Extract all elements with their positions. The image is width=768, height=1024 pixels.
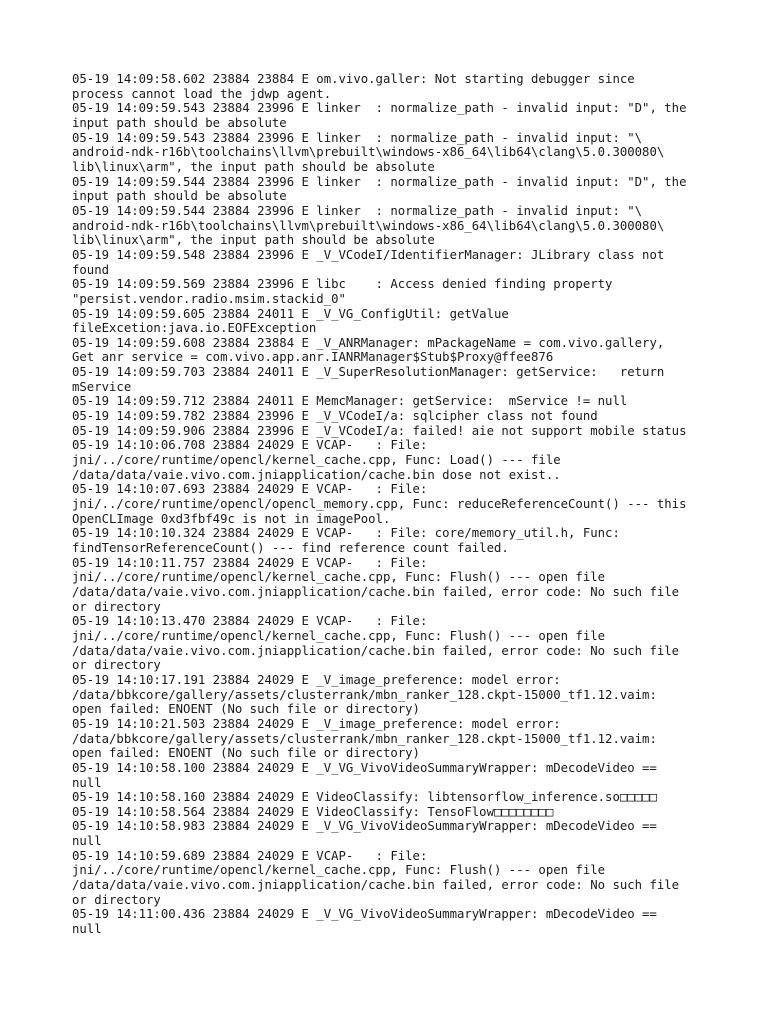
log-document xyxy=(72,72,712,937)
log-line: 05-19 14:09:59.543 23884 23996 E linker : normalize_path - invalid input: "D", the input path should be absolute xyxy=(72,101,687,130)
log-line: 05-19 14:10:58.100 23884 24029 E _V_VG_VivoVideoSummaryWrapper: mDecodeVideo == null xyxy=(72,760,657,790)
log-line: 05-19 14:10:58.564 23884 24029 E VideoClassify: TensoFlow□□□□□□□□ xyxy=(72,804,554,819)
log-line: 05-19 14:10:10.324 23884 24029 E VCAP- : File: core/memory_util.h, Func: findTensorReferenceCount() --- find reference count failed. xyxy=(72,526,620,555)
log-line: 05-19 14:10:58.983 23884 24029 E _V_VG_VivoVideoSummaryWrapper: mDecodeVideo == null xyxy=(72,819,657,849)
log-line: 05-19 14:10:13.470 23884 24029 E VCAP- : File: jni/../core/runtime/opencl/kernel_cache.cpp, Func: Flush() --- open file /data/data/vaie.vivo.com.jniapplication/cache.bin failed, error code: No such file or directory xyxy=(72,614,680,673)
log-line: 05-19 14:09:59.544 23884 23996 E linker : normalize_path - invalid input: "D", the input path should be absolute xyxy=(72,174,687,204)
log-line: 05-19 14:10:21.503 23884 24029 E _V_image_preference: model error: /data/bbkcore/gallery/assets/clusterrank/mbn_ranker_128.ckpt-15000_tf1.12.vaim: open failed: ENOENT (No such file or directory) xyxy=(72,716,657,761)
log-line: 05-19 14:09:59.569 23884 23996 E libc : Access denied finding property "persist.vendor.radio.msim.stackid_0" xyxy=(72,277,613,306)
log-line: 05-19 14:09:59.712 23884 24011 E MemcManager: getService: mService != null xyxy=(72,394,628,409)
log-line: 05-19 14:11:00.436 23884 24029 E _V_VG_VivoVideoSummaryWrapper: mDecodeVideo == null xyxy=(72,907,657,937)
log-line: 05-19 14:09:59.548 23884 23996 E _V_VCodeI/IdentifierManager: JLibrary class not found xyxy=(72,247,665,277)
log-line: 05-19 14:10:17.191 23884 24029 E _V_image_preference: model error: /data/bbkcore/gallery/assets/clusterrank/mbn_ranker_128.ckpt-15000_tf1.12.vaim: open failed: ENOENT (No such file or directory) xyxy=(72,672,657,717)
log-line: 05-19 14:10:58.160 23884 24029 E VideoClassify: libtensorflow_inference.so□□□□□ xyxy=(72,790,657,805)
log-line: 05-19 14:09:59.605 23884 24011 E _V_VG_ConfigUtil: getValue fileExcetion:java.io.EOFException xyxy=(72,306,509,336)
log-line: 05-19 14:09:59.782 23884 23996 E _V_VCodeI/a: sqlcipher class not found xyxy=(72,409,598,424)
log-line: 05-19 14:09:59.906 23884 23996 E _V_VCodeI/a: failed! aie not support mobile status xyxy=(72,423,687,438)
log-line: 05-19 14:10:06.708 23884 24029 E VCAP- : File: jni/../core/runtime/opencl/kernel_cache.cpp, Func: Load() --- file /data/data/vaie.vivo.com.jniapplication/cache.bin dose not exist.. xyxy=(72,438,561,482)
log-line: 05-19 14:10:11.757 23884 24029 E VCAP- : File: jni/../core/runtime/opencl/kernel_cache.cpp, Func: Flush() --- open file /data/data/vaie.vivo.com.jniapplication/cache.bin failed, error code: No such file or directory xyxy=(72,555,680,614)
log-line: 05-19 14:09:59.543 23884 23996 E linker : normalize_path - invalid input: "\ android-ndk-r16b\toolchains\llvm\prebuilt\windows-x86_64\lib64\clang\5.0.300080\ lib\linux\arm", the input path should be absolute xyxy=(72,130,665,174)
log-line: 05-19 14:10:59.689 23884 24029 E VCAP- : File: jni/../core/runtime/opencl/kernel_cache.cpp, Func: Flush() --- open file /data/data/vaie.vivo.com.jniapplication/cache.bin failed, error code: No such file or directory xyxy=(72,848,680,907)
log-line: 05-19 14:09:59.703 23884 24011 E _V_SuperResolutionManager: getService: return mService xyxy=(72,365,665,394)
log-line: 05-19 14:09:58.602 23884 23884 E om.vivo.galler: Not starting debugger since process cannot load the jdwp agent. xyxy=(72,72,635,101)
log-line: 05-19 14:09:59.544 23884 23996 E linker : normalize_path - invalid input: "\ android-ndk-r16b\toolchains\llvm\prebuilt\windows-x86_64\lib64\clang\5.0.300080\ lib\linux\arm", the input path should be absolute xyxy=(72,203,665,248)
log-line: 05-19 14:09:59.608 23884 23884 E _V_ANRManager: mPackageName = com.vivo.gallery, Get anr service = com.vivo.app.anr.IANRManager$Stub$Proxy@ffee876 xyxy=(72,335,665,365)
log-line: 05-19 14:10:07.693 23884 24029 E VCAP- : File: jni/../core/runtime/opencl/opencl_memory.cpp, Func: reduceReferenceCount() --- this OpenCLImage 0xd3fbf49c is not in imagePool. xyxy=(72,482,687,526)
